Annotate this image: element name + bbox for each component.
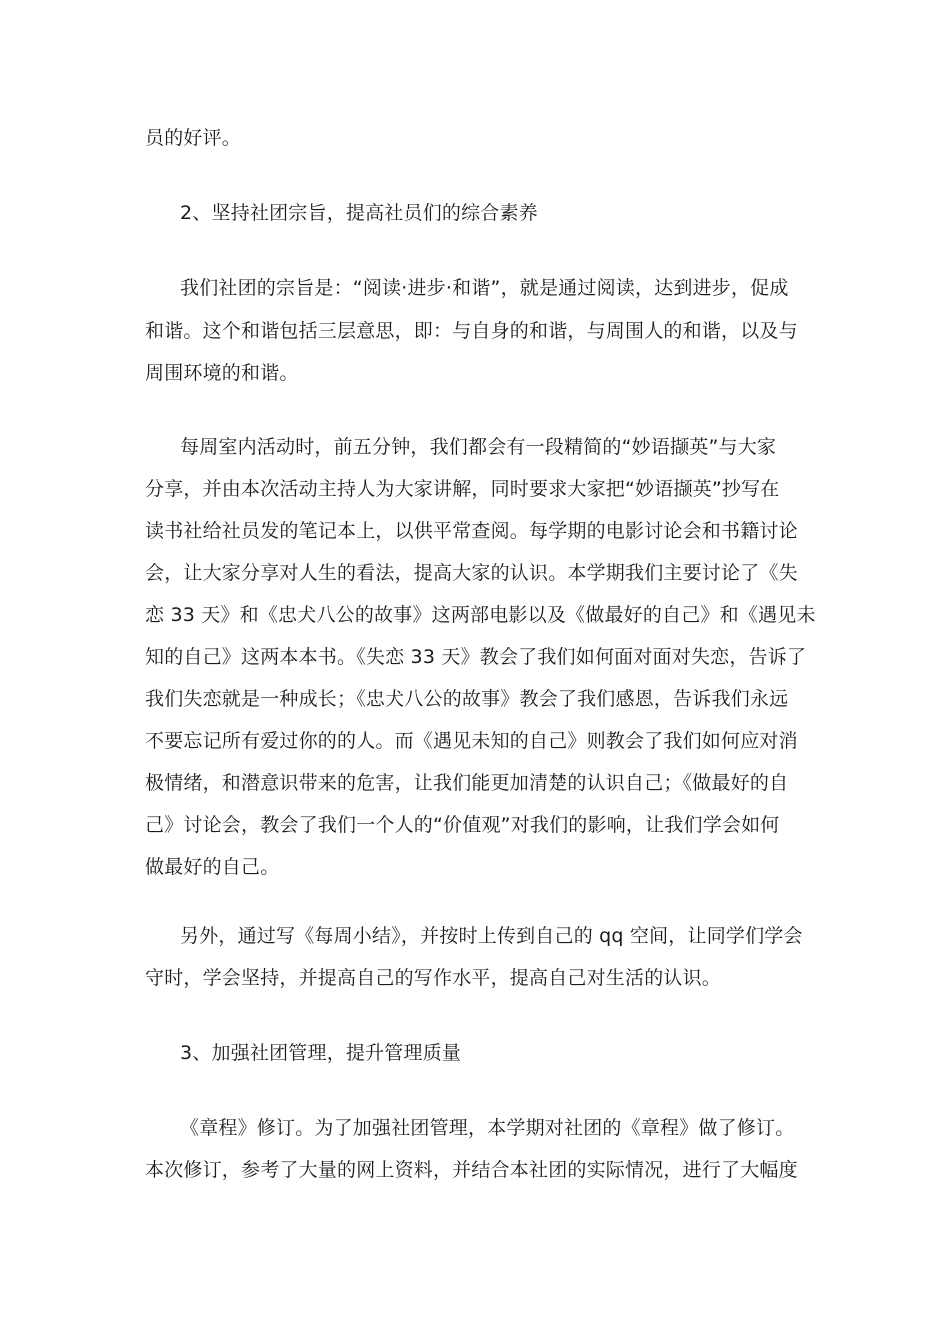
text-line: 另外，通过写《每周小结》，并按时上传到自己的 qq 空间，让同学们学会 [180, 925, 803, 947]
text-line: 员的好评。 [145, 127, 242, 149]
text-line: 每周室内活动时，前五分钟，我们都会有一段精简的“妙语撷英”与大家 [180, 436, 777, 458]
text-line: 恋 33 天》和《忠犬八公的故事》这两部电影以及《做最好的自己》和《遇见未 [145, 604, 816, 626]
text-line: 知的自己》这两本本书。《失恋 33 天》教会了我们如何面对面对失恋，告诉了 [145, 646, 807, 668]
section-heading: 3、加强社团管理，提升管理质量 [180, 1042, 462, 1064]
text-line: 不要忘记所有爱过你的的人。而《遇见未知的自己》则教会了我们如何应对消 [145, 730, 798, 752]
text-line: 分享，并由本次活动主持人为大家讲解，同时要求大家把“妙语撷英”抄写在 [145, 478, 780, 500]
text-line: 做最好的自己。 [145, 856, 280, 878]
text-line: 守时，学会坚持，并提高自己的写作水平，提高自己对生活的认识。 [145, 967, 722, 989]
text-line: 己》讨论会，教会了我们一个人的“价值观”对我们的影响，让我们学会如何 [145, 814, 780, 836]
text-line: 极情绪，和潜意识带来的危害，让我们能更加清楚的认识自己；《做最好的自 [145, 772, 789, 794]
text-line: 读书社给社员发的笔记本上，以供平常查阅。每学期的电影讨论会和书籍讨论 [145, 520, 798, 542]
text-line: 周围环境的和谐。 [145, 362, 299, 384]
text-line: 和谐。这个和谐包括三层意思，即：与自身的和谐，与周围人的和谐，以及与 [145, 320, 798, 342]
text-line: 我们社团的宗旨是：“阅读·进步·和谐”，就是通过阅读，达到进步，促成 [180, 277, 789, 299]
section-heading: 2、坚持社团宗旨，提高社员们的综合素养 [180, 202, 538, 224]
text-line: 会，让大家分享对人生的看法，提高大家的认识。本学期我们主要讨论了《失 [145, 562, 798, 584]
text-line: 我们失恋就是一种成长；《忠犬八公的故事》教会了我们感恩，告诉我们永远 [145, 688, 789, 710]
text-line: 《章程》修订。为了加强社团管理，本学期对社团的《章程》做了修订。 [180, 1117, 795, 1139]
text-line: 本次修订，参考了大量的网上资料，并结合本社团的实际情况，进行了大幅度 [145, 1159, 798, 1181]
